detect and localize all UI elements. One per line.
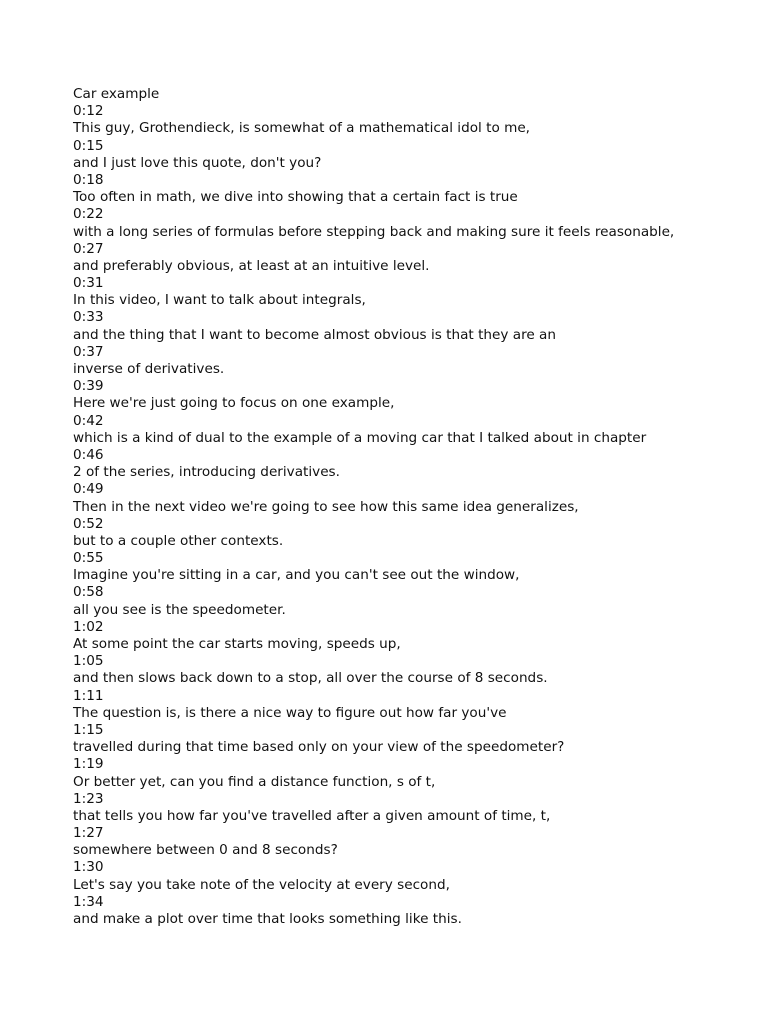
timestamp: 0:55 bbox=[73, 550, 104, 567]
transcript-line: all you see is the speedometer. bbox=[73, 601, 286, 618]
transcript-line: 2 of the series, introducing derivatives. bbox=[73, 464, 340, 481]
transcript-line: Or better yet, can you find a distance function, s of t, bbox=[73, 773, 436, 790]
timestamp: 1:30 bbox=[73, 859, 104, 876]
timestamp: 1:11 bbox=[73, 687, 104, 704]
timestamp: 1:23 bbox=[73, 790, 104, 807]
transcript-line: In this video, I want to talk about integrals, bbox=[73, 292, 366, 309]
timestamp: 0:12 bbox=[73, 103, 104, 120]
transcript-line: somewhere between 0 and 8 seconds? bbox=[73, 842, 338, 859]
transcript-line: and then slows back down to a stop, all over the course of 8 seconds. bbox=[73, 670, 548, 687]
timestamp: 0:31 bbox=[73, 275, 104, 292]
transcript-line: At some point the car starts moving, speeds up, bbox=[73, 636, 401, 652]
timestamp: 0:52 bbox=[73, 515, 104, 532]
timestamp: 0:39 bbox=[73, 378, 104, 395]
transcript-line: inverse of derivatives. bbox=[73, 361, 225, 377]
document-title: Car example bbox=[73, 86, 160, 102]
timestamp: 0:22 bbox=[73, 206, 104, 223]
transcript-line: Here we're just going to focus on one example, bbox=[73, 395, 395, 412]
transcript-line: travelled during that time based only on your view of the speedometer? bbox=[73, 739, 565, 756]
timestamp: 0:33 bbox=[73, 309, 104, 326]
transcript-line: but to a couple other contexts. bbox=[73, 532, 284, 549]
timestamp: 0:42 bbox=[73, 412, 104, 429]
transcript-line: and make a plot over time that looks something like this. bbox=[73, 911, 462, 927]
transcript-line: with a long series of formulas before stepping back and making sure it feels reasonable, bbox=[73, 223, 675, 240]
transcript-line: and the thing that I want to become almost obvious is that they are an bbox=[73, 326, 556, 343]
timestamp: 0:58 bbox=[73, 584, 104, 601]
transcript-line: and I just love this quote, don't you? bbox=[73, 154, 322, 171]
timestamp: 1:02 bbox=[73, 618, 104, 635]
timestamp: 1:27 bbox=[73, 825, 104, 842]
timestamp: 1:34 bbox=[73, 893, 104, 910]
transcript-line: Then in the next video we're going to see how this same idea generalizes, bbox=[73, 498, 579, 515]
transcript bbox=[73, 86, 753, 928]
transcript-line: and preferably obvious, at least at an intuitive level. bbox=[73, 257, 430, 274]
timestamp: 1:05 bbox=[73, 653, 104, 670]
timestamp: 1:15 bbox=[73, 721, 104, 738]
timestamp: 0:15 bbox=[73, 137, 104, 154]
timestamp: 0:37 bbox=[73, 343, 104, 360]
transcript-line: The question is, is there a nice way to figure out how far you've bbox=[73, 704, 507, 721]
transcript-line: Let's say you take note of the velocity at every second, bbox=[73, 876, 450, 893]
transcript-line: that tells you how far you've travelled after a given amount of time, t, bbox=[73, 807, 551, 824]
transcript-line: which is a kind of dual to the example of a moving car that I talked about in chapter bbox=[73, 429, 647, 446]
timestamp: 1:19 bbox=[73, 756, 104, 773]
timestamp: 0:27 bbox=[73, 240, 104, 257]
timestamp: 0:49 bbox=[73, 481, 104, 498]
timestamp: 0:46 bbox=[73, 446, 104, 463]
transcript-line: Imagine you're sitting in a car, and you can't see out the window, bbox=[73, 567, 520, 584]
timestamp: 0:18 bbox=[73, 171, 104, 188]
transcript-line: This guy, Grothendieck, is somewhat of a mathematical idol to me, bbox=[73, 120, 531, 137]
transcript-line: Too often in math, we dive into showing that a certain fact is true bbox=[73, 189, 518, 206]
